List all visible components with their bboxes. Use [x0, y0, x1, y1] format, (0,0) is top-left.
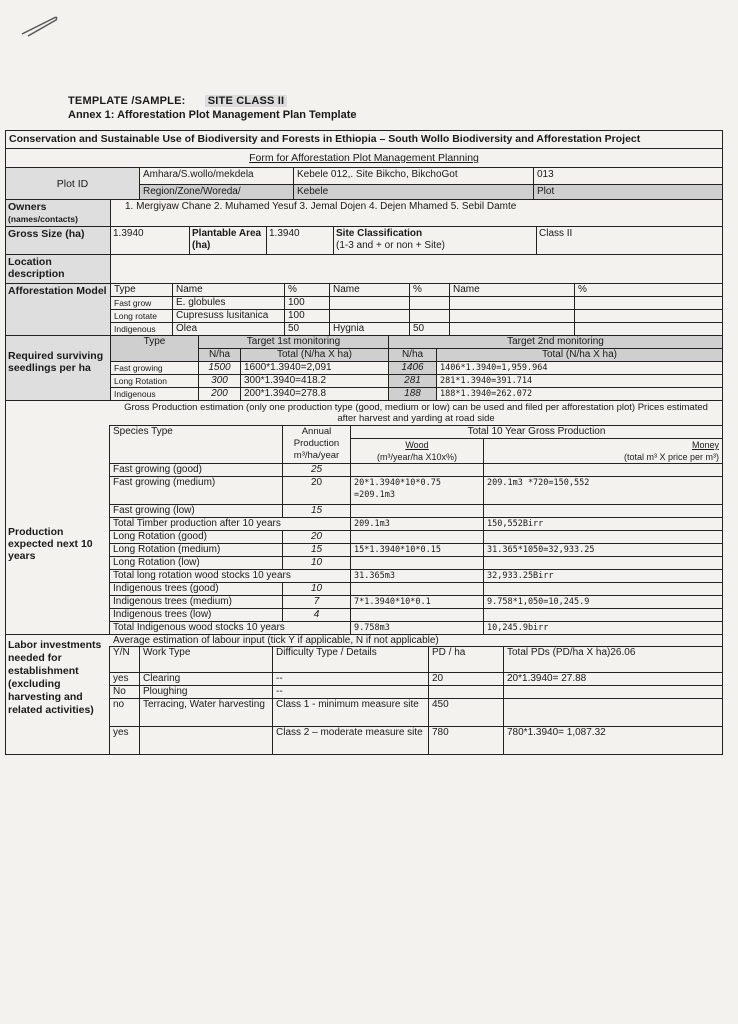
template-label: TEMPLATE /SAMPLE:	[68, 95, 186, 107]
labor-note: Average estimation of labour input (tick Y if applicable, N if not applicable)	[113, 635, 439, 646]
money-header: Money	[691, 440, 719, 450]
model-species-2: Hygnia	[330, 323, 410, 336]
plot-value: 013	[534, 168, 722, 185]
production-wood	[351, 609, 484, 622]
labor-pd-ha: 780	[429, 727, 504, 755]
production-table	[109, 425, 723, 635]
target2-nha: 188	[389, 388, 437, 401]
labor-header-total-pds: Total PDs (PD/ha X ha)26.06	[504, 647, 723, 673]
labor-header-yn: Y/N	[110, 647, 140, 673]
model-species-3	[450, 323, 575, 336]
target2-total: 281*1.3940=391.714	[437, 375, 723, 388]
labor-pd-ha	[429, 686, 504, 699]
labor-yn: no	[110, 699, 140, 727]
labor-header-difficulty: Difficulty Type / Details	[273, 647, 429, 673]
annex-title: Annex 1: Afforestation Plot Management Plan Template	[68, 109, 357, 121]
production-species: Long Rotation (low)	[110, 557, 283, 570]
labor-pd-ha: 20	[429, 673, 504, 686]
model-type: Long rotate	[111, 310, 173, 323]
model-header-row	[111, 284, 723, 297]
model-species-2	[330, 297, 410, 310]
project-title: Conservation and Sustainable Use of Biodiversity and Forests in Ethiopia – South Wollo Biodiversity and Afforestation Project	[9, 133, 641, 145]
plot-label: Plot	[534, 185, 722, 199]
labor-yn: yes	[110, 727, 140, 755]
labor-work-type: Terracing, Water harvesting	[140, 699, 273, 727]
money-subheader: (total m³ X price per m³)	[623, 452, 719, 462]
production-money: 9.758*1,050=10,245.9	[484, 596, 723, 609]
model-pct-2	[410, 310, 450, 323]
target1-total: 300*1.3940=418.2	[241, 375, 389, 388]
labor-total-pds: 780*1.3940= 1,087.32	[504, 727, 723, 755]
model-type: Indigenous	[111, 323, 173, 336]
owners-value: 1. Mergiyaw Chane 2. Muhamed Yesuf 3. Jemal Dojen 4. Dejen Mhamed 5. Sebil Damte	[110, 200, 722, 226]
production-money	[484, 531, 723, 544]
labor-header-work-type: Work Type	[140, 647, 273, 673]
labor-total-pds	[504, 686, 723, 699]
labor-total-pds	[504, 699, 723, 727]
production-wood	[351, 464, 484, 477]
target1-header: Target 1st monitoring	[199, 336, 389, 349]
afforestation-model-label: Afforestation Model	[6, 284, 110, 335]
production-species: Long Rotation (medium)	[110, 544, 283, 557]
production-total-label: Total Timber production after 10 years	[110, 518, 351, 531]
model-pct-3	[575, 297, 723, 310]
seedlings-subheader-row	[111, 349, 723, 362]
model-header-name-2: Name	[330, 284, 410, 297]
labor-yn: yes	[110, 673, 140, 686]
production-row	[110, 583, 723, 596]
production-total-wood: 209.1m3	[351, 518, 484, 531]
production-wood: 20*1.3940*10*0.75 =209.1m3	[351, 477, 484, 505]
production-species: Indigenous trees (medium)	[110, 596, 283, 609]
model-row	[111, 297, 723, 310]
site-classification-label: Site Classification	[336, 228, 423, 239]
model-species-2	[330, 310, 410, 323]
labor-table	[109, 646, 723, 755]
model-species-3	[450, 297, 575, 310]
labor-pd-ha: 450	[429, 699, 504, 727]
model-pct-3	[575, 323, 723, 336]
production-money	[484, 557, 723, 570]
production-annual: 10	[283, 583, 351, 596]
seedlings-type-header: Type	[111, 336, 199, 362]
production-row	[110, 505, 723, 518]
labor-row	[110, 686, 723, 699]
target2-header: Target 2nd monitoring	[389, 336, 723, 349]
location-label: Location description	[6, 255, 110, 283]
seedlings-type: Long Rotation	[111, 375, 199, 388]
labor-header-pd-ha: PD / ha	[429, 647, 504, 673]
model-species: Cupresuss lusitanica	[173, 310, 285, 323]
kebele-value: Kebele 012,. Site Bikcho, BikchoGot	[294, 168, 533, 185]
target1-nha: 300	[199, 375, 241, 388]
model-header-name-1: Name	[173, 284, 285, 297]
production-row	[110, 477, 723, 505]
seedlings-type: Indigenous	[111, 388, 199, 401]
production-annual: 15	[283, 544, 351, 557]
production-species: Indigenous trees (low)	[110, 609, 283, 622]
model-pct: 50	[285, 323, 330, 336]
kebele-label: Kebele	[294, 185, 533, 199]
labor-difficulty: Class 1 - minimum measure site	[273, 699, 429, 727]
production-wood	[351, 557, 484, 570]
production-money: 209.1m3 *720=150,552	[484, 477, 723, 505]
seedlings-type: Fast growing	[111, 362, 199, 375]
paper-clip-icon	[18, 14, 60, 38]
labor-work-type: Clearing	[140, 673, 273, 686]
target1-total: 200*1.3940=278.8	[241, 388, 389, 401]
labor-row	[110, 699, 723, 727]
total-production-header: Total 10 Year Gross Production	[351, 426, 723, 439]
model-header-pct-1: %	[285, 284, 330, 297]
seedlings-label: Required surviving seedlings per ha	[6, 336, 110, 400]
model-header-type: Type	[111, 284, 173, 297]
seedlings-row	[111, 362, 723, 375]
production-annual: 4	[283, 609, 351, 622]
production-annual: 25	[283, 464, 351, 477]
site-classification-value: Class II	[536, 227, 722, 254]
model-pct: 100	[285, 297, 330, 310]
region-value: Amhara/S.wollo/mekdela	[140, 168, 293, 185]
gross-size-value: 1.3940	[110, 227, 189, 254]
site-classification-hint: (1-3 and + or non + Site)	[336, 240, 445, 251]
labor-work-type	[140, 727, 273, 755]
production-row	[110, 609, 723, 622]
production-wood	[351, 505, 484, 518]
production-money	[484, 609, 723, 622]
model-row	[111, 323, 723, 336]
management-plan-form	[5, 130, 723, 755]
form-title: Form for Afforestation Plot Management Planning	[249, 152, 479, 164]
seedlings-header-row	[111, 336, 723, 349]
plantable-area-label: Plantable Area (ha)	[189, 227, 266, 254]
plot-id-label: Plot ID	[6, 168, 139, 199]
template-header	[68, 95, 287, 107]
labor-total-pds: 20*1.3940= 27.88	[504, 673, 723, 686]
target1-total-header: Total (N/ha X ha)	[241, 349, 389, 362]
production-annual: 7	[283, 596, 351, 609]
production-annual: 10	[283, 557, 351, 570]
production-species: Long Rotation (good)	[110, 531, 283, 544]
labor-work-type: Ploughing	[140, 686, 273, 699]
labor-row	[110, 727, 723, 755]
wood-header: Wood	[405, 440, 429, 450]
target2-total-header: Total (N/ha X ha)	[437, 349, 723, 362]
labor-header-row	[110, 647, 723, 673]
production-total-label: Total Indigenous wood stocks 10 years	[110, 622, 351, 635]
production-total-row	[110, 518, 723, 531]
model-pct-3	[575, 310, 723, 323]
site-class-header: SITE CLASS II	[205, 95, 288, 107]
model-header-pct-2: %	[410, 284, 450, 297]
production-row	[110, 557, 723, 570]
species-type-header: Species Type	[110, 426, 283, 464]
seedlings-table	[110, 335, 723, 401]
model-pct-2: 50	[410, 323, 450, 336]
model-type: Fast grow	[111, 297, 173, 310]
region-label: Region/Zone/Woreda/	[140, 185, 293, 199]
production-wood	[351, 531, 484, 544]
production-species: Fast growing (low)	[110, 505, 283, 518]
target1-nha-header: N/ha	[199, 349, 241, 362]
location-value	[110, 255, 722, 283]
production-money	[484, 583, 723, 596]
seedlings-row	[111, 388, 723, 401]
production-row	[110, 464, 723, 477]
production-label: Production expected next 10 years	[8, 526, 93, 562]
production-total-money: 10,245.9birr	[484, 622, 723, 635]
production-total-money: 150,552Birr	[484, 518, 723, 531]
gross-size-label: Gross Size (ha)	[6, 227, 110, 254]
production-row	[110, 596, 723, 609]
production-row	[110, 544, 723, 557]
production-money	[484, 505, 723, 518]
annual-production-header: Annual Production m³/ha/year	[283, 426, 351, 464]
labor-difficulty: --	[273, 673, 429, 686]
target2-nha: 1406	[389, 362, 437, 375]
production-wood	[351, 583, 484, 596]
production-total-label: Total long rotation wood stocks 10 years	[110, 570, 351, 583]
plantable-area-value: 1.3940	[266, 227, 333, 254]
production-annual: 20	[283, 531, 351, 544]
target2-nha: 281	[389, 375, 437, 388]
production-total-wood: 9.758m3	[351, 622, 484, 635]
owners-sublabel: (names/contacts)	[8, 214, 78, 224]
seedlings-row	[111, 375, 723, 388]
production-header-row	[110, 426, 723, 439]
model-header-name-3: Name	[450, 284, 575, 297]
labor-label: Labor investments needed for establishment (excluding harvesting and related activities)	[8, 639, 102, 716]
model-species-3	[450, 310, 575, 323]
model-header-pct-3: %	[575, 284, 723, 297]
production-note: Gross Production estimation (only one production type (good, medium or low) can be used and filed per afforestation plot) Prices estimated after harvest and yarding at road side	[124, 402, 708, 424]
afforestation-model-table	[110, 283, 723, 336]
target1-nha: 200	[199, 388, 241, 401]
model-pct: 100	[285, 310, 330, 323]
target2-total: 188*1.3940=262.072	[437, 388, 723, 401]
model-species: Olea	[173, 323, 285, 336]
production-annual: 15	[283, 505, 351, 518]
production-money: 31.365*1050=32,933.25	[484, 544, 723, 557]
labor-yn: No	[110, 686, 140, 699]
model-pct-2	[410, 297, 450, 310]
labor-row	[110, 673, 723, 686]
target2-nha-header: N/ha	[389, 349, 437, 362]
labor-difficulty: Class 2 – moderate measure site	[273, 727, 429, 755]
wood-subheader: (m³/year/ha X10x%)	[376, 452, 458, 462]
production-total-money: 32,933.25Birr	[484, 570, 723, 583]
target2-total: 1406*1.3940=1,959.964	[437, 362, 723, 375]
production-money	[484, 464, 723, 477]
production-total-wood: 31.365m3	[351, 570, 484, 583]
target1-nha: 1500	[199, 362, 241, 375]
owners-label: Owners	[8, 201, 47, 213]
production-species: Fast growing (good)	[110, 464, 283, 477]
production-row	[110, 531, 723, 544]
production-total-row	[110, 622, 723, 635]
model-row	[111, 310, 723, 323]
production-species: Indigenous trees (good)	[110, 583, 283, 596]
model-species: E. globules	[173, 297, 285, 310]
production-total-row	[110, 570, 723, 583]
production-wood: 7*1.3940*10*0.1	[351, 596, 484, 609]
production-annual: 20	[283, 477, 351, 505]
target1-total: 1600*1.3940=2,091	[241, 362, 389, 375]
production-species: Fast growing (medium)	[110, 477, 283, 505]
labor-difficulty: --	[273, 686, 429, 699]
production-wood: 15*1.3940*10*0.15	[351, 544, 484, 557]
